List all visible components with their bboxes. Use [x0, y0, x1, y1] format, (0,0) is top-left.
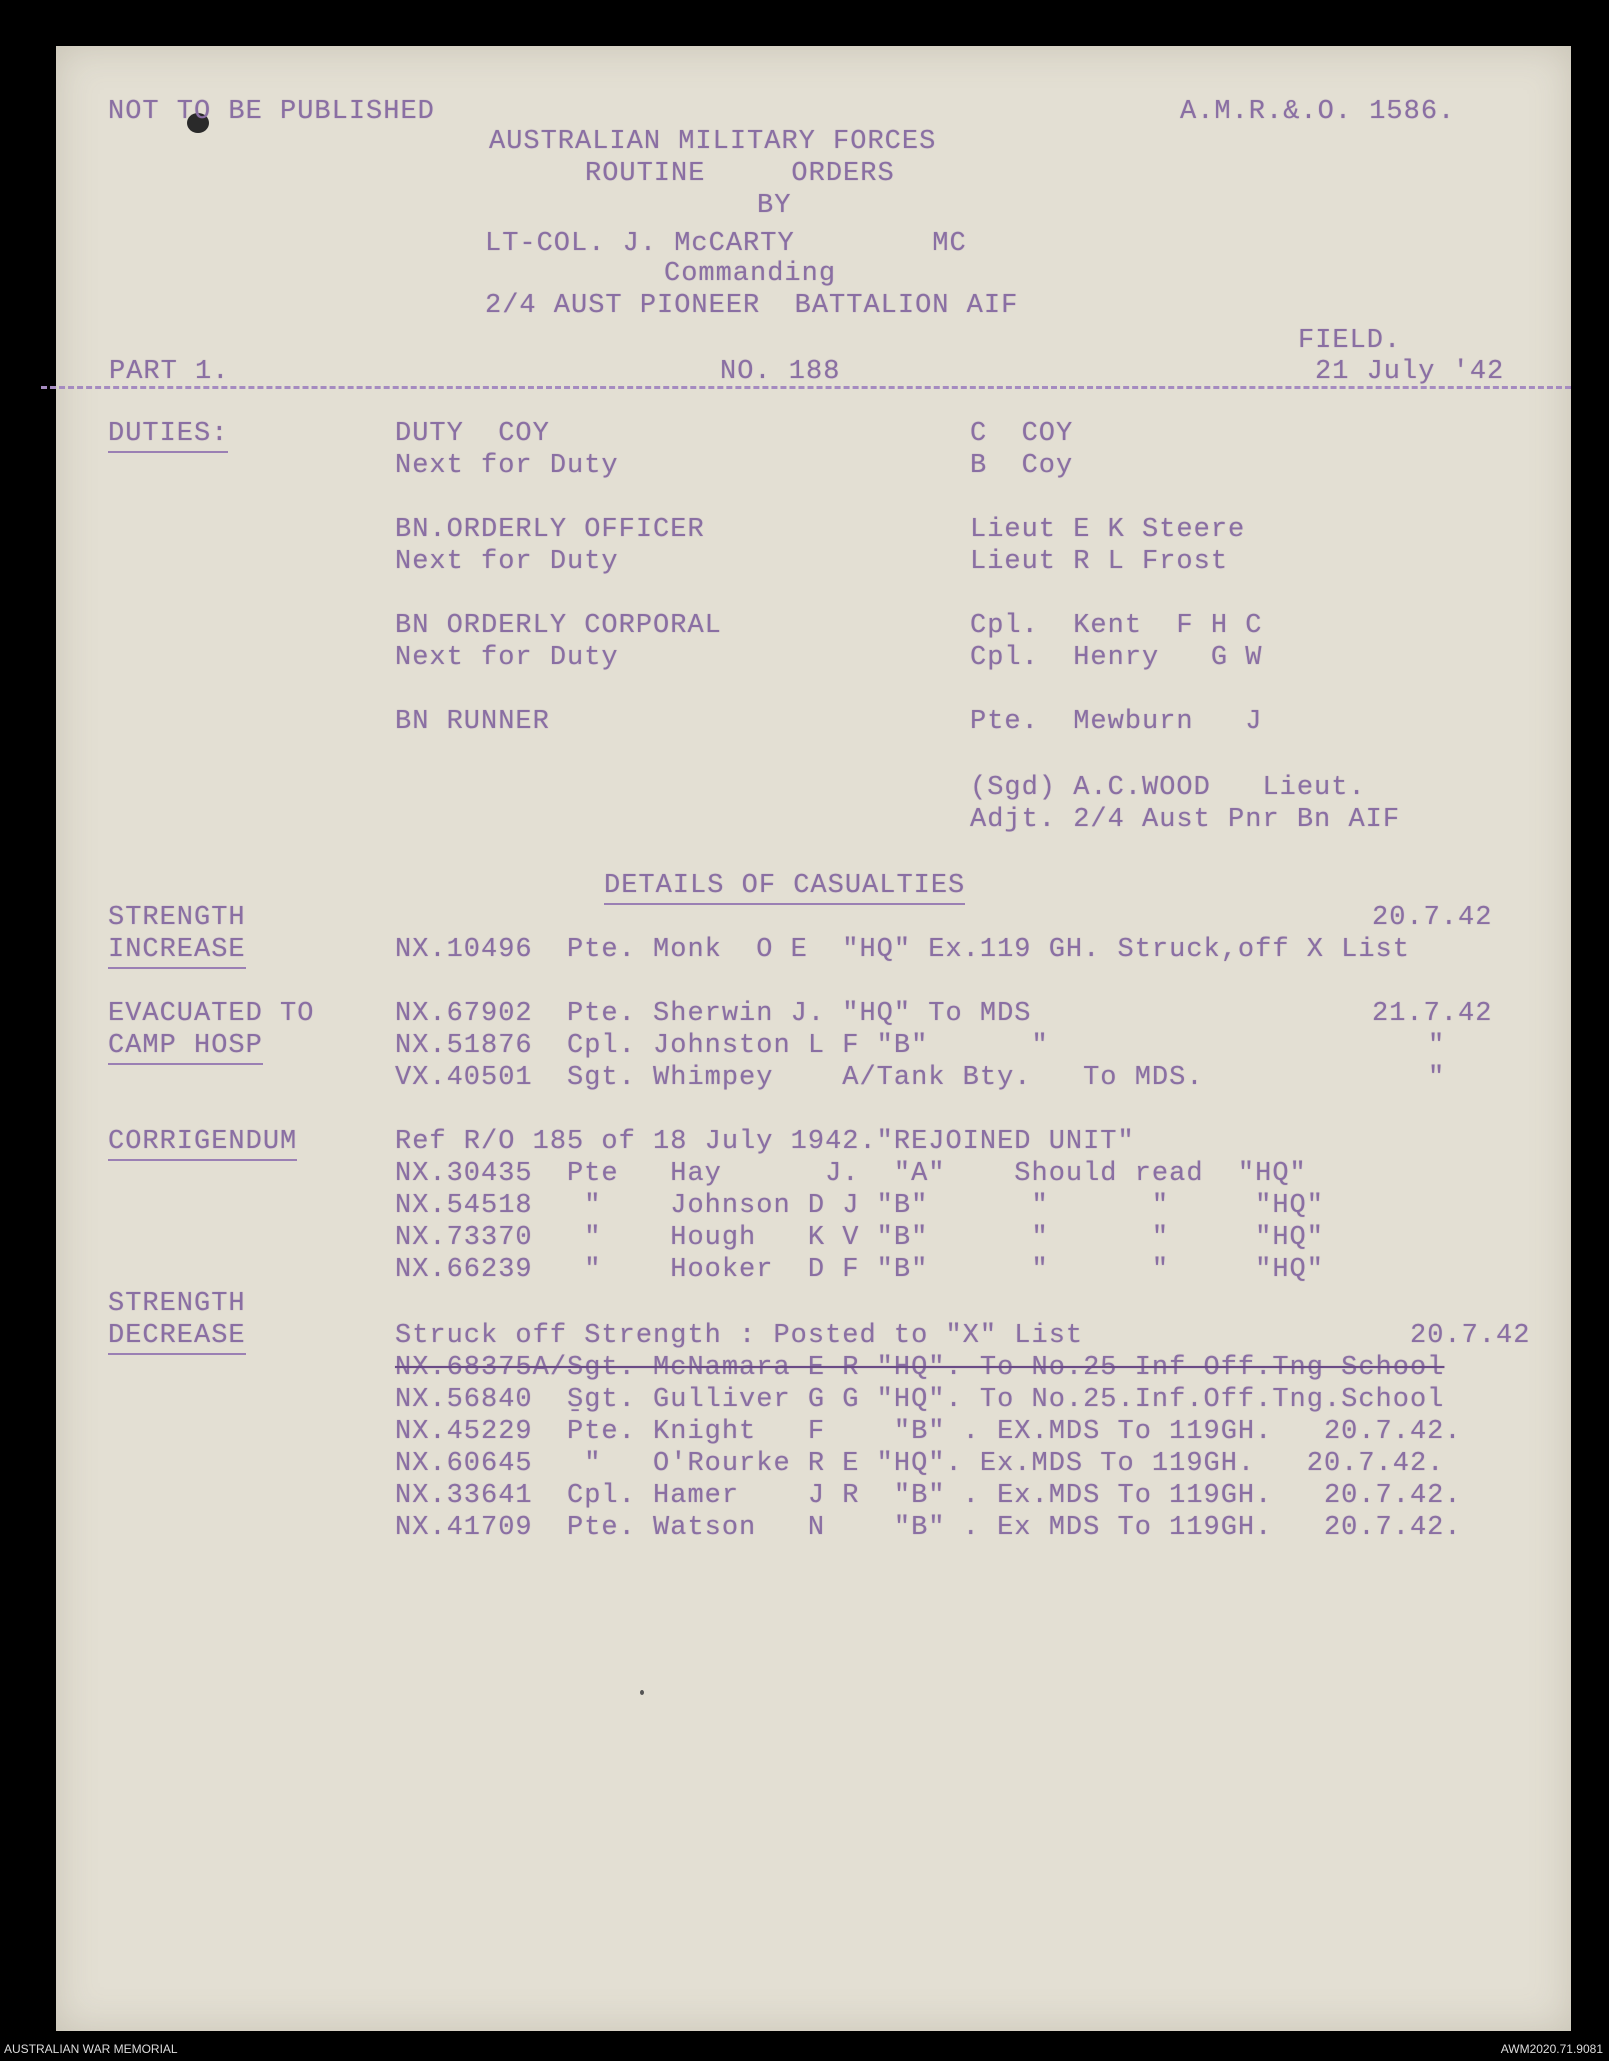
header-line-5: Commanding [664, 259, 837, 289]
duty-value: Cpl. Kent F H C [970, 611, 1263, 641]
paper-speck [640, 1690, 644, 1695]
duty-value: Lieut R L Frost [970, 547, 1229, 577]
evacuated-entry: NX.51876 Cpl. Johnston L F "B" " [395, 1031, 1049, 1061]
duty-value: Lieut E K Steere [970, 515, 1246, 545]
casualties-heading: DETAILS OF CASUALTIES [604, 870, 965, 905]
corrigendum-entry: NX.54518 " Johnson D J "B" " " "HQ" [395, 1191, 1324, 1221]
signature-line-1: (Sgd) A.C.WOOD Lieut. [970, 773, 1366, 803]
strength-decrease-entry: NX.56840 S̱gt. Gulliver G G "HQ". To No.25.Inf.Off.Tng.School [395, 1385, 1445, 1415]
duty-value: Pte. Mewburn J [970, 707, 1263, 737]
header-line-1: AUSTRALIAN MILITARY FORCES [489, 127, 937, 157]
not-published-label: NOT TO BE PUBLISHED [108, 97, 435, 127]
duty-value: Cpl. Henry G W [970, 643, 1263, 673]
part-label: PART 1. [109, 357, 230, 387]
corrigendum-entry: NX.66239 " Hooker D F "B" " " "HQ" [395, 1255, 1324, 1285]
duty-label: Next for Duty [395, 643, 619, 673]
evacuated-entry: NX.67902 Pte. Sherwin J. "HQ" To MDS [395, 999, 1032, 1029]
footer-source: AUSTRALIAN WAR MEMORIAL [4, 2042, 178, 2056]
corrigendum-label: CORRIGENDUM [108, 1126, 297, 1161]
evacuated-entry: VX.40501 Sgt. Whimpey A/Tank Bty. To MDS. [395, 1063, 1204, 1093]
evacuated-label-2: CAMP HOSP [108, 1030, 263, 1065]
duty-label: BN.ORDERLY OFFICER [395, 515, 705, 545]
header-line-2: ROUTINE ORDERS [585, 159, 895, 189]
strength-decrease-entry: NX.41709 Pte. Watson N "B" . Ex MDS To 119GH. 20.7.42. [395, 1513, 1462, 1543]
duties-heading: DUTIES: [108, 418, 228, 453]
corrigendum-intro: Ref R/O 185 of 18 July 1942."REJOINED UNIT" [395, 1127, 1135, 1157]
header-line-6: 2/4 AUST PIONEER BATTALION AIF [485, 291, 1019, 321]
duty-value: B Coy [970, 451, 1074, 481]
strength-decrease-entry: NX.60645 " O'Rourke R E "HQ". Ex.MDS To 119GH. 20.7.42. [395, 1449, 1445, 1479]
order-date: 21 July '42 [1315, 357, 1505, 387]
strength-decrease-label-2: DECREASE [108, 1320, 246, 1355]
strength-decrease-intro: Struck off Strength : Posted to "X" List [395, 1321, 1084, 1351]
header-divider [41, 386, 1571, 389]
corrigendum-entry: NX.73370 " Hough K V "B" " " "HQ" [395, 1223, 1324, 1253]
evacuated-ditto: " [1428, 1031, 1446, 1061]
duty-label: DUTY COY [395, 419, 550, 449]
strength-decrease-entry: NX.33641 Cpl. Hamer J R "B" . Ex.MDS To 119GH. 20.7.42. [395, 1481, 1462, 1511]
strength-increase-label-2: INCREASE [108, 934, 246, 969]
order-reference: A.M.R.&.O. 1586. [1180, 97, 1456, 127]
corrigendum-entry: NX.30435 Pte Hay J. "A" Should read "HQ" [395, 1159, 1307, 1189]
duty-value: C COY [970, 419, 1074, 449]
duty-label: Next for Duty [395, 451, 619, 481]
strength-increase-entry: NX.10496 Pte. Monk O E "HQ" Ex.119 GH. Struck,off X List [395, 935, 1410, 965]
field-label: FIELD. [1298, 326, 1402, 356]
strength-increase-label-1: STRENGTH [108, 903, 246, 933]
strength-decrease-entry: NX.45229 Pte. Knight F "B" . EX.MDS To 119GH. 20.7.42. [395, 1417, 1462, 1447]
duty-label: Next for Duty [395, 547, 619, 577]
evacuated-ditto: " [1428, 1063, 1446, 1093]
struck-through-entry: NX.68375A/Sgt. McNamara E R "HQ". To No.25 Inf Off.Tng School [395, 1353, 1445, 1383]
duty-label: BN ORDERLY CORPORAL [395, 611, 722, 641]
order-number: NO. 188 [720, 357, 841, 387]
strength-decrease-date: 20.7.42 [1410, 1321, 1531, 1351]
header-line-3: BY [757, 191, 792, 221]
evacuated-date: 21.7.42 [1372, 999, 1493, 1029]
evacuated-label-1: EVACUATED TO [108, 999, 315, 1029]
header-line-4: LT-COL. J. McCARTY MC [485, 229, 967, 259]
signature-line-2: Adjt. 2/4 Aust Pnr Bn AIF [970, 805, 1401, 835]
footer-accession: AWM2020.71.9081 [1500, 2042, 1603, 2056]
strength-decrease-label-1: STRENGTH [108, 1289, 246, 1319]
duty-label: BN RUNNER [395, 707, 550, 737]
strength-increase-date: 20.7.42 [1372, 903, 1493, 933]
